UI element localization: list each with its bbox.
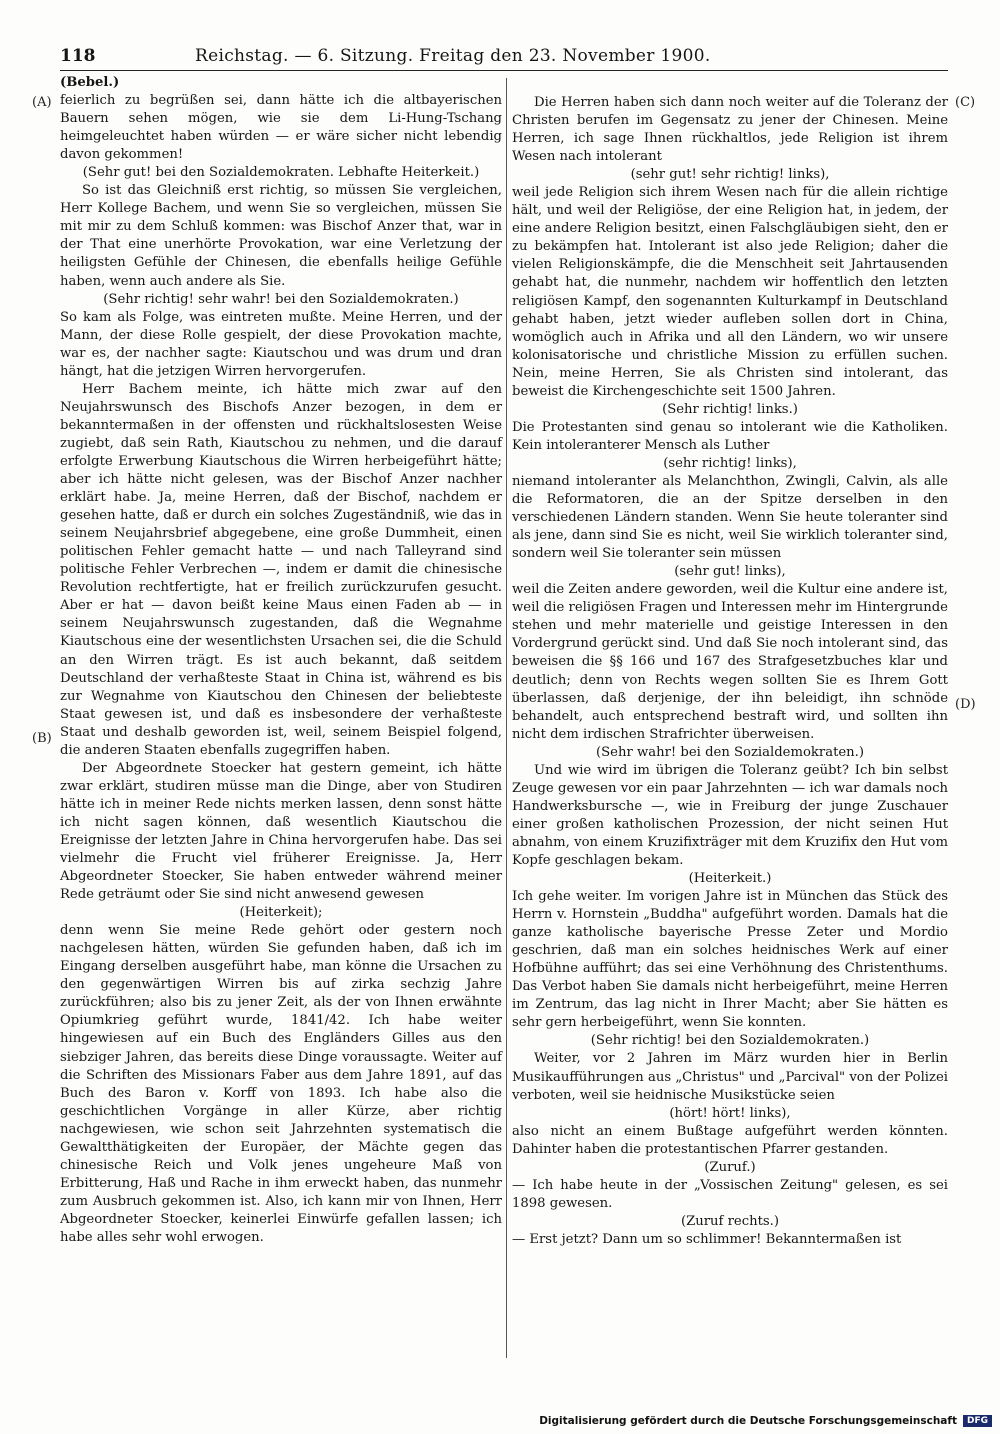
paragraph: So kam als Folge, was eintreten mußte. Meine Herren, und der Mann, der diese Rolle gespielt, der diese Provokation machte, war es, der nachher sagte: Kiautschou und was drum und dran hängt, hat die jetzigen Wirren hervorgerufen. [60,309,502,379]
dfg-logo: DFG [963,1415,992,1427]
page-header [60,44,945,70]
interjection: (Heiterkeit); [239,905,323,921]
paragraph: also nicht an einem Bußtage aufgeführt werden könnten. Dahinter haben die protestantischen Pfarrer gestanden. [512,1123,948,1157]
paragraph: Die Herren haben sich dann noch weiter auf die Toleranz der Christen berufen im Gegensatz zu jener der Chinesen. Meine Herren, ich sage Ihnen rückhaltlos, jede Religion ist ihrem Wesen nach intolerant [512,95,948,165]
page-number: 118 [60,46,96,66]
interjection: (sehr gut! sehr richtig! links), [630,167,830,183]
paragraph: Die Protestanten sind genau so intolerant wie die Katholiken. Kein intoleranterer Mensch als Luther [512,419,948,453]
paragraph: — Ich habe heute in der „Vossischen Zeitung" gelesen, es sei 1898 gewesen. [512,1177,948,1211]
interjection: (sehr gut! links), [674,564,786,580]
paragraph: — Erst jetzt? Dann um so schlimmer! Bekanntermaßen ist [512,1231,902,1247]
footer-text: Digitalisierung gefördert durch die Deutsche Forschungsgemeinschaft [539,1415,957,1427]
interjection: (Sehr richtig! bei den Sozialdemokraten.) [590,1033,870,1049]
interjection: (Sehr wahr! bei den Sozialdemokraten.) [596,744,864,760]
running-title: Reichstag. — 6. Sitzung. Freitag den 23. November 1900. [195,46,711,66]
paragraph: feierlich zu begrüßen sei, dann hätte ich die altbayerischen Bauern sehen mögen, wie sie dem Li-Hung-Tschang heimgeleuchtet haben würden — er wäre sicher nicht lebendig davon gekommen! [60,93,502,163]
interjection: (Sehr richtig! links.) [662,401,798,417]
interjection: (Zuruf rechts.) [680,1213,780,1229]
interjection: (Zuruf.) [704,1159,756,1175]
paragraph: niemand intoleranter als Melanchthon, Zwingli, Calvin, als alle die Reformatoren, die an der Spitze derselben in den verschiedenen Ländern standen. Wenn Sie heute toleranter sind als jene, dann sind Sie es nicht, weil Sie wirklich toleranter sind, sondern weil Sie toleranter sein müssen [512,473,948,562]
margin-mark-b: (B) [32,731,52,746]
interjection: (Sehr richtig! sehr wahr! bei den Sozialdemokraten.) [103,291,459,307]
paragraph: weil die Zeiten andere geworden, weil die Kultur eine andere ist, weil die religiösen Fragen und Interessen mehr im Hintergrunde stehen und mehr materielle und geistige Interessen in den Vordergrund gerückt sind. Und daß Sie noch intolerant sind, das beweisen die §§ 166 und 167 des Strafgesetzbuches klar und deutlich; denn von Rechts wegen sollten Sie es Ihrem Gott überlassen, daß derjenige, der ihn beleidigt, ihn schnöde behandelt, auch entsprechend bestraft wird, und sollten ihn nicht dem irdischen Strafrichter überweisen. [512,582,948,742]
speaker-name: (Bebel.) [60,75,120,90]
paragraph: weil jede Religion sich ihrem Wesen nach für die allein richtige hält, und weil der Religiöse, der eine Religion hat, in jedem, der eine andere Religion besitzt, einen Falschgläubigen sieht, den er zu bekämpfen hat. Intolerant ist also jede Religion; daher die vielen Religionskämpfe, die die Menschheit seit Jahrtausenden gehabt hat, die nunmehr, nachdem wir hoffentlich den letzten religiösen Kampf, den sogenannten Kulturkampf in Deutschland gehabt haben, jetzt wieder aufleben sollen dort in China, womöglich auch in Afrika und all den Ländern, wo wir unsere kolonisatorische und christliche Mission zu erfüllen suchen. Nein, meine Herren, Sie als Christen sind intolerant, das beweist die Kirchengeschichte seit 1500 Jahren. [512,185,948,399]
header-rule [60,70,948,71]
paragraph: Der Abgeordnete Stoecker hat gestern gemeint, ich hätte zwar erklärt, studiren müsse man die Dinge, aber von Studiren hätte ich in meiner Rede nichts merken lassen, denn sonst hätte ich nicht sagen können, daß wesentlich Kiautschou die Ereignisse der letzten Jahre in China hervorgerufen habe. Das sei vielmehr die Frucht viel früherer Ereignisse. Ja, Herr Abgeordneter Stoecker, Sie haben entweder während meiner Rede geträumt oder Sie sind nicht anwesend gewesen [60,760,502,903]
right-column [512,94,948,1249]
left-column [60,74,502,1247]
paragraph: Weiter, vor 2 Jahren im März wurden hier in Berlin Musikaufführungen aus „Christus" und „Parcival" von der Polizei verboten, weil sie heidnische Musikstücke seien [512,1051,948,1103]
column-divider [506,78,507,1358]
paragraph: Herr Bachem meinte, ich hätte mich zwar auf den Neujahrswunsch des Bischofs Anzer bezogen, in dem er bekanntermaßen in der offensten und rückhaltslosesten Weise zugiebt, daß sein Rath, Kiautschou zu nehmen, und die darauf erfolgte Erwerbung Kiautschous die Wirren herbeigeführt hätte; aber ich hätte nicht gelesen, was der Bischof Anzer nachher erklärt habe. Ja, meine Herren, daß der Bischof, nachdem er gesehen hatte, daß er durch ein solches Zugeständniß, wie das in seinem Neujahrsbrief abgegebene, eine große Dummheit, einen politischen Fehler gemacht hatte — und nach Talleyrand sind politische Fehler Verbrechen —, indem er damit die chinesische Revolution rechtfertigte, hat er freilich zurückzurufen gesucht. Aber er hat — davon beißt keine Maus einen Faden ab — in seinem Neujahrswunsch zugestanden, daß die Wegnahme Kiautschous eine der wesentlichsten Ursachen sei, die die Schuld an den Wirren trägt. Es ist auch bekannt, daß seitdem Deutschland der verhaßteste Staat in China ist, während es bis zur Wegnahme von Kiautschou den Chinesen der beliebteste Staat gewesen ist, und daß es insbesondere der verhaßteste Staat und deshalb geworden ist, weil, seinem Beispiel folgend, die anderen Staaten ebenfalls zugegriffen haben. [60,381,502,758]
interjection: (Sehr gut! bei den Sozialdemokraten. Lebhafte Heiterkeit.) [82,165,480,181]
margin-mark-a: (A) [32,95,52,110]
margin-mark-d: (D) [955,697,976,712]
digitization-footer [539,1413,992,1429]
interjection: (Heiterkeit.) [688,871,772,887]
margin-mark-c: (C) [955,95,976,110]
interjection: (hört! hört! links), [669,1105,791,1121]
paragraph: Und wie wird im übrigen die Toleranz geübt? Ich bin selbst Zeuge gewesen vor ein paar Jahrzehnten — ich war damals noch Handwerksbursche —, wie in Freiburg der junge Zuschauer einer großen katholischen Prozession, der nicht seinen Hut abnahm, von einem Kruzifixträger mit dem Kruzifix den Hut vom Kopfe geschlagen bekam. [512,762,948,868]
paragraph: So ist das Gleichniß erst richtig, so müssen Sie vergleichen, Herr Kollege Bachem, und wenn Sie so vergleichen, müssen Sie mit mir zu dem Schluß kommen: was Bischof Anzer that, war in der That eine unerhörte Provokation, war eine Verletzung der heiligsten Gefühle der Chinesen, die ebenfalls heilige Gefühle haben, wenn auch andere als Sie. [60,183,502,289]
interjection: (sehr richtig! links), [663,455,797,471]
paragraph: Ich gehe weiter. Im vorigen Jahre ist in München das Stück des Herrn v. Hornstein „Buddha" aufgeführt worden. Damals hat die ganze katholische bayerische Presse Zeter und Mordio geschrien, daß man ein solches heidnisches Werk auf einer Hofbühne aufführt; das sei eine Verhöhnung des Christenthums. Das Verbot haben Sie damals nicht herbeigeführt, meine Herren im Zentrum, das lag nicht in Ihrer Macht; aber Sie hätten es sehr gern herbeigeführt, wenn Sie konnten. [512,889,948,1031]
paragraph: denn wenn Sie meine Rede gehört oder gestern noch nachgelesen hätten, würden Sie gefunden haben, daß ich im Eingang derselben ausgeführt habe, man könne die Ursachen zu den gegenwärtigen Wirren bis auf zirka sechzig Jahre zurückführen; also bis zu jener Zeit, als der von Ihnen erwähnte Opiumkrieg geführt wurde, 1841/42. Ich habe weiter hingewiesen auf ein Buch des Engländers Gilles aus den siebziger Jahren, das bereits diese Dinge voraussagte. Weiter auf die Schriften des Missionars Faber aus dem Jahre 1891, auf das Buch des Baron v. Korff von 1893. Ich habe also die geschichtlichen Vorgänge in aller Kürze, aber richtig nachgewiesen, wie schon seit Jahrzehnten systematisch die Gewaltthätigkeiten der Europäer, der Mächte gegen das chinesische Reich und Volk jenes ungeheure Maß von Erbitterung, Haß und Rache in ihm erweckt haben, das nunmehr zum Ausbruch gekommen ist. Also, ich kann mir von Ihnen, Herr Abgeordneter Stoecker, keinerlei Einwürfe gefallen lassen; ich habe alles sehr wohl erwogen. [60,923,502,1245]
